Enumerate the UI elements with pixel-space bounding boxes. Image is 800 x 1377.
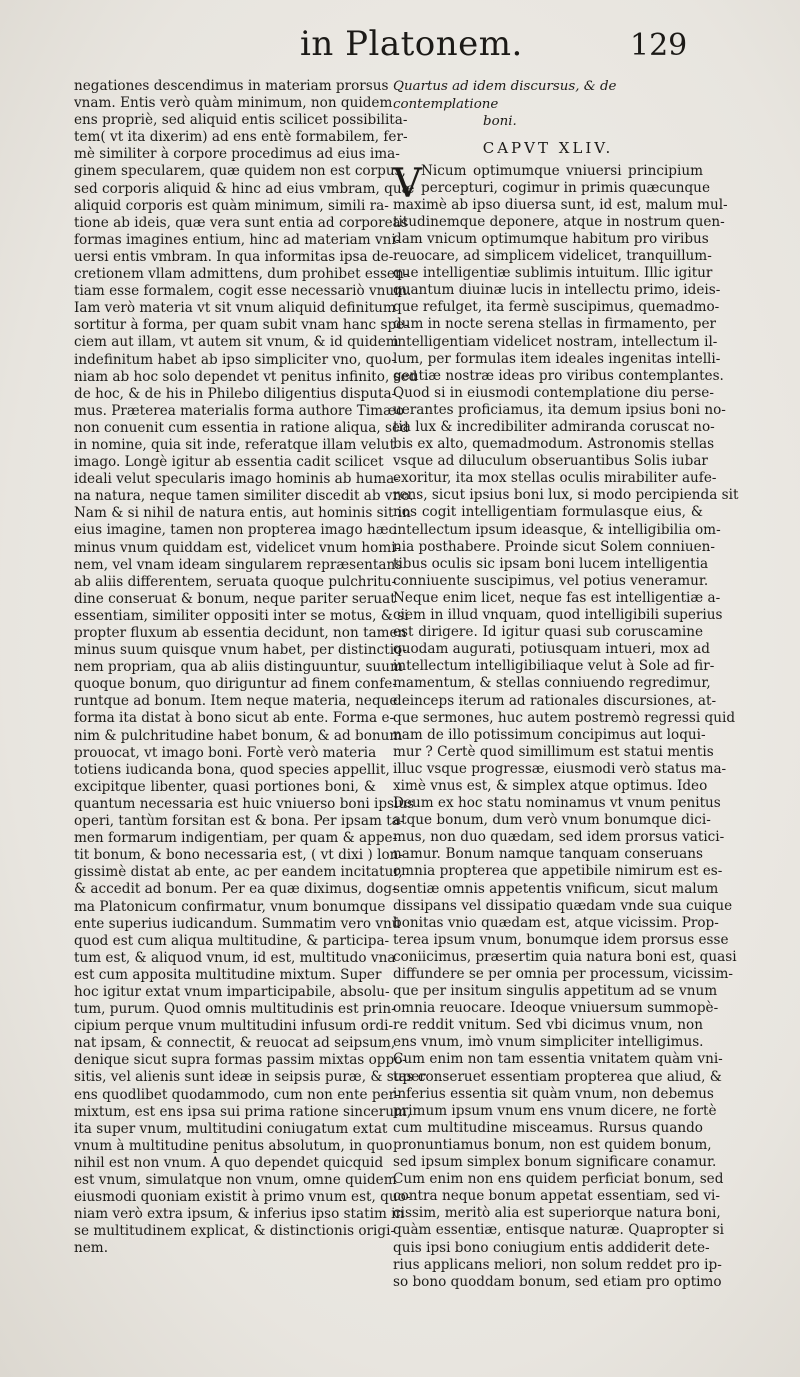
text-line: contra neque bonum appetat essentiam, sed vi- — [393, 1188, 720, 1205]
text-line: sentiæ omnis appetentis vnificum, sicut malum — [393, 880, 719, 897]
text-line: namur. Bonum namque tanquam conseruans — [393, 846, 703, 863]
text-line: coniicimus, præsertim quia natura boni est, quasi — [393, 948, 737, 965]
text-line: tia lux & incredibiliter admiranda coruscat no- — [393, 419, 715, 435]
text-line: est cum apposita multitudine mixtum. Super — [74, 966, 382, 983]
text-line: nat ipsam, & connectit, & reuocat ad seipsum, — [74, 1035, 396, 1052]
text-line: sed ipsum simplex bonum significare conamur. — [393, 1154, 717, 1171]
text-line: atque bonum, dum verò vnum bonumque dici- — [393, 812, 711, 829]
text-line: forma ita distat à bono sicut ab ente. Forma e- — [74, 710, 395, 727]
text-line: nem propriam, qua ab aliis distinguuntur, suum — [74, 659, 403, 676]
text-line: lum, per formulas item ideales ingenitas intelli- — [393, 350, 721, 367]
text-line: so bono quoddam bonum, sed etiam pro optimo — [393, 1273, 722, 1290]
text-line: na natura, neque tamen similiter discedit ab vno. — [74, 488, 414, 505]
text-line: quoque bonum, quo diriguntur ad finem confe- — [74, 676, 397, 693]
text-line: que per insitum singulis appetitum ad se vnum — [393, 983, 718, 1000]
text-line: sortitur à forma, per quam subit vnam hanc spe- — [74, 317, 409, 334]
text-line: ens quodlibet quodammodo, cum non ente per- — [74, 1086, 400, 1103]
text-line: intelligentiam videlicet nostram, intellectum il- — [393, 333, 718, 350]
text-line: negationes descendimus in materiam prorsus — [74, 78, 389, 94]
text-line: Deum ex hoc statu nominamus vt vnum penitus — [393, 795, 721, 812]
text-line: tibus oculis sic ipsam boni lucem intelligentia — [393, 555, 709, 572]
text-line: denique sicut supra formas passim mixtas oppo- — [74, 1052, 407, 1069]
text-line: nia posthabere. Proinde sicut Solem conniuen- — [393, 538, 716, 555]
drop-cap: V — [393, 160, 422, 207]
text-line: ma Platonicum confirmatur, vnum bonumque — [74, 898, 386, 915]
text-line: nihil est non vnum. A quo dependet quicquid — [74, 1154, 384, 1171]
text-line: intellectum ipsum ideasque, & intelligibilia om- — [393, 521, 721, 538]
text-line: mixtum, est ens ipsa sui prima ratione sincerum, — [74, 1103, 412, 1120]
text-line: niam ab hoc solo dependet vt penitus infinito, sed — [74, 368, 418, 385]
running-head — [0, 24, 800, 74]
text-line: in nomine, quia sit inde, referatque illam velut — [74, 436, 396, 453]
text-line: uerantes proficiamus, ita demum ipsius boni no- — [393, 401, 726, 418]
text-line: percepturi, cogimur in primis quæcunque — [421, 179, 710, 196]
text-line: Nicum optimumque vniuersi principium — [421, 162, 703, 179]
text-line: quodam augurati, potiusquam intueri, mox ad — [393, 641, 710, 658]
text-line: rens, sicut ipsius boni lux, si modo percipienda sit — [393, 487, 739, 504]
text-line: prouocat, vt imago boni. Fortè verò materia — [74, 744, 377, 761]
text-line: hoc igitur extat vnum imparticipabile, absolu- — [74, 983, 390, 1000]
text-line: vsque ad diluculum obseruantibus Solis iubar — [393, 453, 708, 470]
text-line: essentiam, similiter oppositi inter se motus, & si — [74, 607, 409, 624]
text-line: ab aliis differentem, seruata quoque pulchritu- — [74, 573, 397, 590]
text-line: que intelligentiæ sublimis intuitum. Illic igitur — [393, 265, 713, 282]
text-line: Iam verò materia vt sit vnum aliquid definitum — [74, 300, 396, 317]
text-line: minus vnum quiddam est, videlicet vnum homi- — [74, 539, 401, 556]
text-line: sitis, vel alienis sunt ideæ in seipsis puræ, & super — [74, 1069, 426, 1086]
text-line: est vnum, simulatque non vnum, omne quidem — [74, 1172, 397, 1188]
text-line: terea ipsum vnum, bonumque idem prorsus esse — [393, 931, 729, 948]
text-line: omnia propterea que appetibile nimirum est es- — [393, 863, 723, 880]
text-line: cissim, meritò alia est superiorque natura boni, — [393, 1205, 721, 1222]
text-line: bis ex alto, quemadmodum. Astronomis stellas — [393, 436, 715, 453]
text-line: propter fluxum ab essentia decidunt, non tamen — [74, 625, 407, 641]
text-line: tit bonum, & bono necessaria est, ( vt dixi ) lon- — [74, 847, 403, 864]
text-line: quod est cum aliqua multitudine, & participa- — [74, 932, 390, 949]
text-line: inferius essentia sit quàm vnum, non debemus — [393, 1085, 714, 1102]
text-line: mus. Præterea materialis forma authore Timæo — [74, 402, 405, 419]
text-line: vnam. Entis verò quàm minimum, non quidem — [74, 95, 393, 112]
text-line: que sermones, huc autem postremò regressi quid — [393, 709, 736, 726]
page-number: 129 — [630, 28, 688, 63]
text-line: de hoc, & de his in Philebo diligentius disputa- — [74, 385, 397, 402]
text-line: se multitudinem explicat, & distinctionis origi- — [74, 1223, 396, 1240]
text-line: quantum necessaria est huic vniuerso boni ipsius — [74, 795, 415, 812]
text-line: ginem specularem, quæ quidem non est corpus, — [74, 163, 406, 180]
text-line: tas conseruet essentiam propterea que aliud, & — [393, 1068, 722, 1085]
text-line: nos cogit intelligentiam formulasque eius, & — [393, 504, 703, 521]
text-line: non conuenit cum essentia in ratione aliqua, sed — [74, 419, 409, 436]
text-line: indefinitum habet ab ipso simpliciter vno, quo- — [74, 351, 396, 368]
text-line: pronuntiamus bonum, non est quidem bonum, — [393, 1136, 712, 1153]
text-line: ciem in illud vnquam, quod intelligibili superius — [393, 607, 723, 624]
text-line: gissimè distat ab ente, ac per eandem incitatur, — [74, 864, 403, 881]
chapter-rubric — [393, 78, 703, 131]
text-line: reuocare, ad simplicem videlicet, tranquillum- — [393, 248, 712, 265]
text-line: dum in nocte serena stellas in firmamento, per — [393, 316, 717, 333]
text-line: mamentum, & stellas conniuendo regredimur, — [393, 675, 711, 692]
rubric-line: Quartus ad idem discursus, & de contemplatione — [393, 79, 617, 112]
text-line: intellectum intelligibiliaque velut à Sole ad fir- — [393, 658, 715, 675]
text-line: sed corporis aliquid & hinc ad eius vmbram, quæ — [74, 180, 415, 197]
text-line: ximè vnus est, & simplex atque optimus. Ideo — [393, 777, 708, 794]
text-line: tum, purum. Quod omnis multitudinis est prin- — [74, 1001, 396, 1018]
text-line: nem. — [74, 1240, 109, 1257]
text-line: ideali velut specularis imago hominis ab huma- — [74, 471, 399, 488]
text-line: ita super vnum, multitudini coniugatum extat — [74, 1120, 388, 1137]
text-line: deinceps iterum ad rationales discursiones, at- — [393, 692, 717, 709]
text-line: tiam esse formalem, cogit esse necessariò vnum. — [74, 283, 412, 300]
text-line: Quod si in eiusmodi contemplatione diu perse- — [393, 384, 714, 401]
text-line: ciem aut illam, vt autem sit vnum, & id quidem — [74, 334, 399, 351]
text-line: cipium perque vnum multitudini infusum ordi- — [74, 1018, 394, 1035]
chapter-heading: CAPVT XLIV. — [482, 138, 614, 157]
text-line: quàm essentiæ, entisque naturæ. Quapropter si — [393, 1222, 724, 1239]
running-title: in Platonem. — [300, 24, 523, 64]
text-line: mus, non duo quædam, sed idem prorsus vatici- — [393, 829, 725, 846]
text-line: re reddit vnitum. Sed vbi dicimus vnum, non — [393, 1017, 703, 1034]
text-line: ens vnum, imò vnum simpliciter intelligimus. — [393, 1034, 704, 1051]
text-line: tem( vt ita dixerim) ad ens entè formabilem, fer- — [74, 129, 408, 146]
text-line: eiusmodi quoniam existit à primo vnum est, quo- — [74, 1189, 411, 1206]
text-line: excipitque libenter, quasi portiones boni, & — [74, 778, 376, 795]
text-line: tione ab ideis, quæ vera sunt entia ad corporeas — [74, 214, 408, 231]
text-line: que refulget, ita fermè suscipimus, quemadmo- — [393, 299, 720, 316]
text-line: niam verò extra ipsum, & inferius ipso statim in — [74, 1206, 405, 1223]
text-line: operi, tantùm forsitan est & bona. Per ipsam ta- — [74, 813, 405, 830]
text-line: aliquid corporis est quàm minimum, simili ra- — [74, 197, 389, 214]
text-line: men formarum indigentiam, per quam & appe- — [74, 830, 398, 847]
text-line: omnia reuocare. Ideoque vniuersum summopè- — [393, 1000, 719, 1017]
right-column — [393, 78, 739, 1291]
text-line: rius applicans meliori, non solum reddet pro ip- — [393, 1256, 722, 1273]
text-line: nem, vel vnam ideam singularem repræsentans — [74, 556, 403, 573]
text-line: diffundere se per omnia per processum, vicissim- — [393, 966, 733, 982]
text-line: exoritur, ita mox stellas oculis mirabiliter aufe- — [393, 470, 717, 487]
text-line: maximè ab ipso diuersa sunt, id est, malum mul- — [393, 196, 728, 213]
text-line: minus suum quisque vnum habet, per distinctio- — [74, 642, 407, 659]
text-line: Cum enim non ens quidem perficiat bonum, sed — [393, 1171, 724, 1188]
text-line: bonitas vnio quædam est, atque vicissim. Prop- — [393, 914, 719, 931]
text-line: tum est, & aliquod vnum, id est, multitudo vna — [74, 949, 396, 966]
rubric-line: boni. — [483, 114, 517, 129]
text-line: dissipans vel dissipatio quædam vnde sua cuique — [393, 897, 733, 914]
text-line: nam de illo potissimum concipimus aut loqui- — [393, 726, 706, 743]
text-line: ens propriè, sed aliquid entis scilicet possibilita- — [74, 112, 408, 129]
text-line: uersi entis vmbram. In qua informitas ipsa de- — [74, 248, 394, 265]
text-line: titudinemque deponere, atque in nostrum quen- — [393, 213, 725, 230]
text-line: formas imagines entium, hinc ad materiam vni- — [74, 231, 401, 248]
text-line: totiens iudicanda bona, quod species appellit, — [74, 761, 390, 778]
text-line: imago. Longè igitur ab essentia cadit scilicet — [74, 454, 384, 471]
text-line: eius imagine, tamen non propterea imago hæc — [74, 522, 397, 539]
text-line: ente superius iudicandum. Summatim vero vnū — [74, 915, 401, 932]
text-line: primum ipsum vnum ens vnum dicere, ne fortè — [393, 1102, 717, 1119]
text-line: Nam & si nihil de natura entis, aut hominis sit in — [74, 505, 411, 522]
text-line: mè similiter à corpore procedimus ad eius ima- — [74, 146, 400, 163]
text-line: conniuente suscipimus, vel potius veneramur. — [393, 572, 709, 589]
text-line: quantum diuinæ lucis in intellectu primo, ideis- — [393, 282, 721, 299]
text-line: nim & pulchritudine habet bonum, & ad bonum — [74, 727, 403, 744]
text-line: dine conseruat & bonum, neque pariter seruat — [74, 590, 396, 607]
text-line: dam vnicum optimumque habitum pro viribus — [393, 230, 709, 247]
text-line: cretionem vllam admittens, dum prohibet essen- — [74, 266, 409, 283]
text-line: gentiæ nostræ ideas pro viribus contemplantes. — [393, 367, 724, 384]
left-column — [74, 78, 426, 1257]
text-line: mur ? Certè quod simillimum est statui mentis — [393, 743, 714, 760]
text-line: quis ipsi bono coniugium entis addiderit dete- — [393, 1239, 710, 1256]
right-column-body — [393, 160, 739, 1291]
text-line: & accedit ad bonum. Per ea quæ diximus, dog- — [74, 881, 397, 898]
text-line: illuc vsque progressæ, eiusmodi verò status ma- — [393, 760, 727, 777]
text-line: Neque enim licet, neque fas est intelligentiæ a- — [393, 589, 721, 606]
text-line: vnum à multitudine penitus absolutum, in quo — [74, 1137, 393, 1154]
text-line: Cum enim non tam essentia vnitatem quàm vni- — [393, 1051, 723, 1068]
text-line: runtque ad bonum. Item neque materia, neque — [74, 693, 398, 710]
text-line: cum multitudine misceamus. Rursus quando — [393, 1119, 703, 1136]
text-line: est dirigere. Id igitur quasi sub coruscamine — [393, 624, 703, 641]
